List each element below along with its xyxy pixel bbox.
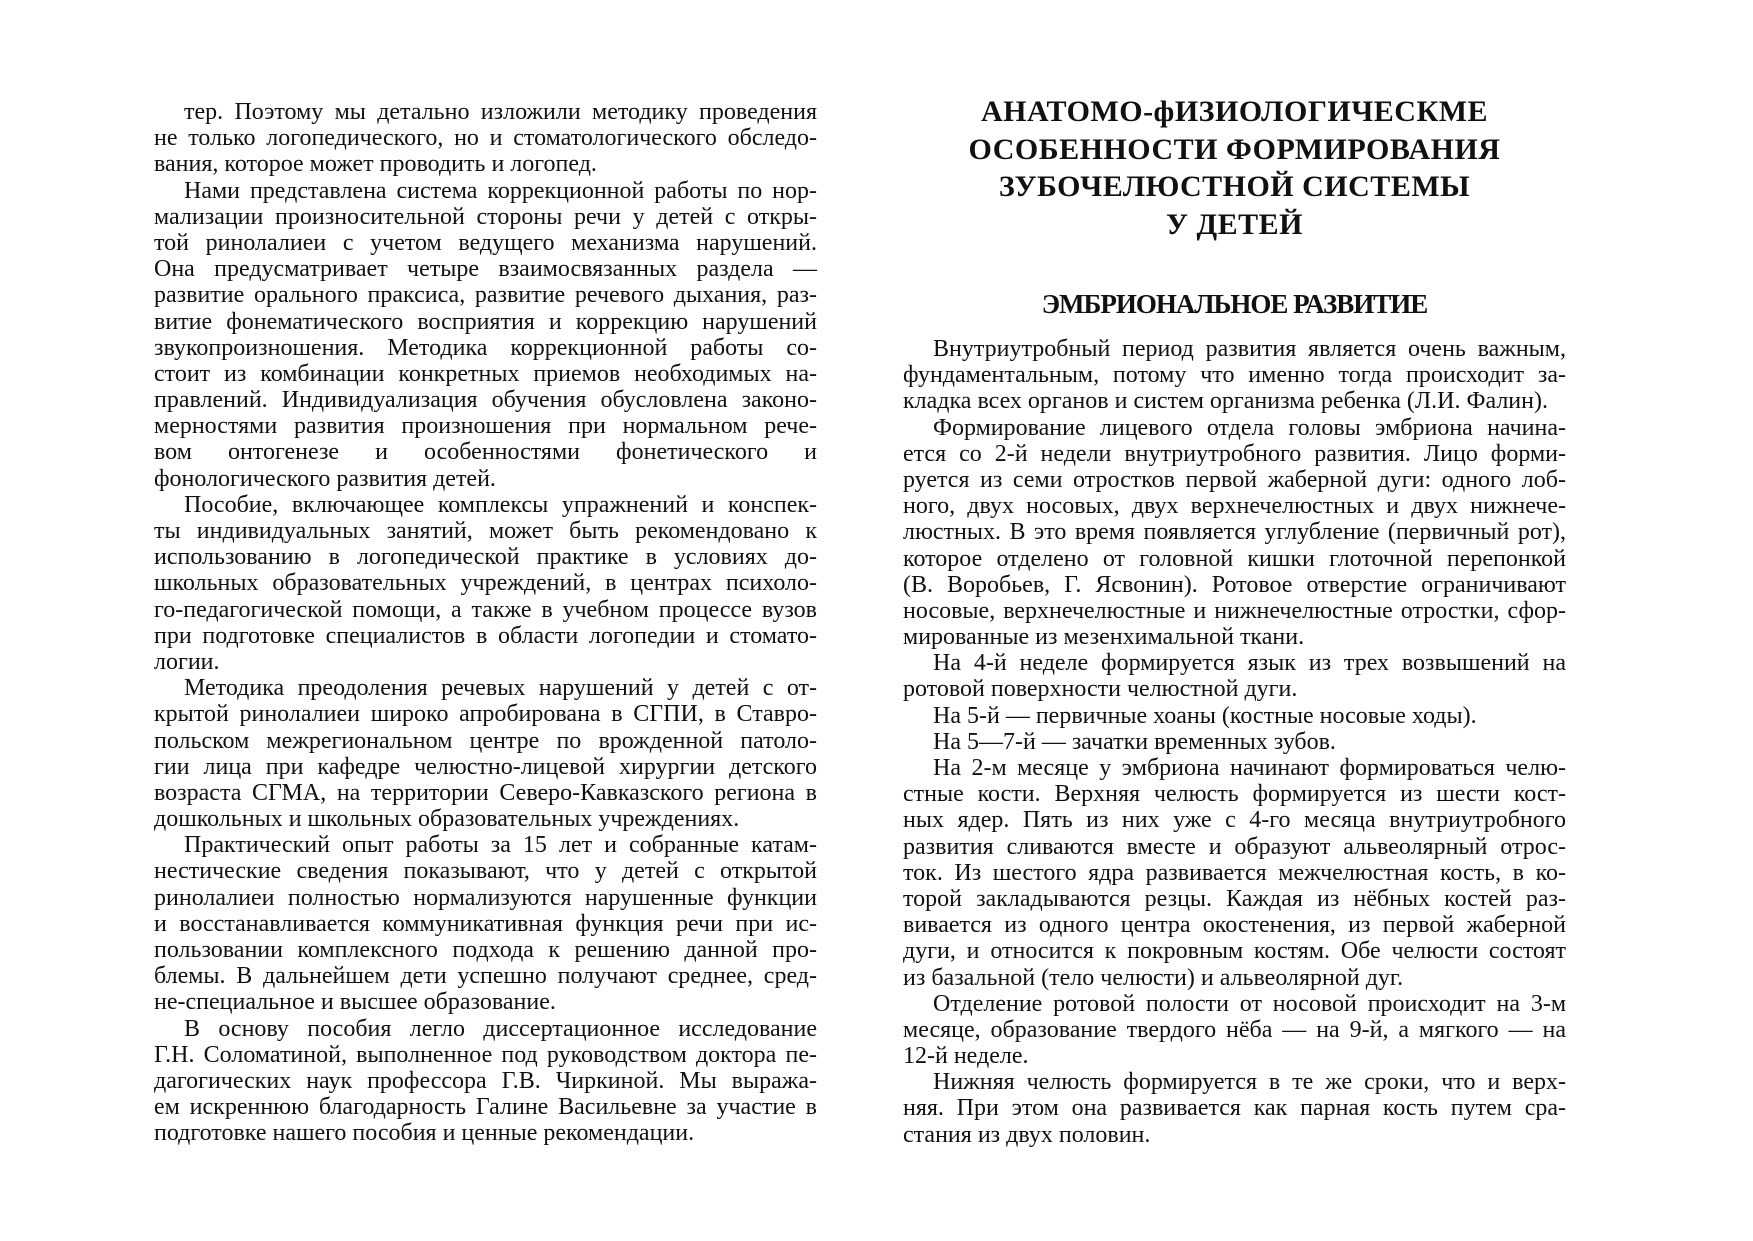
text-line-content: дуги, и относится к покровным костям. Обе челюсти состоят <box>903 938 1566 965</box>
text-line-content: кладка всех органов и систем организма ребенка (Л.И. Фалин). <box>903 388 1548 415</box>
paragraph <box>903 991 1566 1070</box>
text-line-content: ется со 2-й недели внутриутробного развития. Лицо форми- <box>903 440 1566 467</box>
text-line-content: Отделение ротовой полости от носовой происходит на 3-м <box>933 990 1566 1017</box>
text-line <box>154 911 817 937</box>
paragraph <box>154 1016 817 1147</box>
text-line <box>903 650 1566 676</box>
chapter-title-line: ЗУБОЧЕЛЮСТНОЙ СИСТЕМЫ <box>998 170 1471 203</box>
text-line-content: гии лица при кафедре челюстно-лицевой хирургии детского <box>154 753 817 780</box>
text-line-content: ротовой поверхности челюстной дуги. <box>903 676 1298 703</box>
text-line <box>154 1094 817 1120</box>
paragraph <box>903 729 1566 755</box>
section-heading: ЭМБРИОНАЛЬНОЕ РАЗВИТИЕ <box>1041 289 1428 319</box>
text-line-content: ных ядер. Пять из них уже с 4-го месяца внутриутробного <box>903 807 1566 834</box>
text-line <box>154 806 817 832</box>
text-line-content: витие фонематического восприятия и коррекцию нарушений <box>154 308 817 335</box>
text-line <box>154 387 817 413</box>
text-line-content: Нижняя челюсть формируется в те же сроки, что и верх- <box>933 1069 1566 1096</box>
text-line <box>154 492 817 518</box>
text-line-content: го-педагогической помощи, а также в учебном процессе вузов <box>154 596 817 623</box>
text-line <box>154 780 817 806</box>
text-line-content: не-специальное и высшее образование. <box>154 989 556 1016</box>
paragraph <box>903 415 1566 651</box>
text-line <box>903 598 1566 624</box>
chapter-title-line: ОСОБЕННОСТИ ФОРМИРОВАНИЯ <box>968 132 1501 166</box>
text-line-content: вом онтогенезе и особенностями фонетического и <box>154 439 817 466</box>
text-line-content: руется из семи отростков первой жаберной дуги: одного лоб- <box>903 466 1566 493</box>
text-line <box>903 834 1566 860</box>
text-line-content: крытой ринолалиеи широко апробирована в СГПИ, в Ставро- <box>154 701 817 728</box>
text-line <box>154 230 817 256</box>
text-line-content: люстных. В это время появляется углубление (первичный рот), <box>903 519 1566 546</box>
text-line <box>154 728 817 754</box>
text-line <box>154 1042 817 1068</box>
text-line-content: На 2-м месяце у эмбриона начинают формироваться челю- <box>933 755 1566 781</box>
text-line-content: Пособие, включающее комплексы упражнений и конспек- <box>184 491 817 518</box>
text-line <box>154 309 817 335</box>
text-line <box>903 1122 1566 1148</box>
text-line-content: и восстанавливается коммуникативная функция речи при ис- <box>154 910 817 937</box>
text-line <box>154 361 817 387</box>
right-page <box>903 93 1566 1148</box>
text-line-content: тер. Поэтому мы детально изложили методику проведения <box>184 99 817 125</box>
paragraph <box>154 178 817 492</box>
text-line <box>154 675 817 701</box>
text-line-content: возраста СГМА, на территории Северо-Кавказского региона в <box>154 779 817 806</box>
text-line-content: дагогических наук профессора Г.В. Чиркиной. Мы выража- <box>154 1067 817 1094</box>
text-line-content: логии. <box>154 648 220 675</box>
text-line <box>903 467 1566 493</box>
text-line-content: развития сливаются вместе и образуют альвеолярный отрос- <box>903 833 1566 860</box>
text-line <box>154 858 817 884</box>
text-line-content: (В. Воробьев, Г. Ясвонин). Ротовое отверстие ограничивают <box>903 571 1566 598</box>
text-line <box>154 466 817 492</box>
text-line-content: Методика преодоления речевых нарушений у детей с от- <box>184 675 817 702</box>
text-line-content: подготовке нашего пособия и ценные рекомендации. <box>154 1120 695 1147</box>
text-line <box>903 546 1566 572</box>
text-line <box>903 676 1566 702</box>
text-line <box>903 807 1566 833</box>
text-line <box>903 388 1566 414</box>
text-line-content: Нами представлена система коррекционной работы по нор- <box>184 177 817 204</box>
text-line-content: Внутриутробный период развития является очень важным, <box>933 336 1566 362</box>
paragraph <box>154 832 817 1015</box>
text-line <box>154 439 817 465</box>
text-line-content: вивается из одного центра окостенения, из первой жаберной <box>903 912 1566 939</box>
text-line <box>154 597 817 623</box>
text-line-content: месяце, образование твердого нёба — на 9-й, а мягкого — на <box>903 1016 1566 1043</box>
paragraph <box>154 492 817 675</box>
text-line <box>154 335 817 361</box>
text-line-content: На 4-й неделе формируется язык из трех возвышений на <box>933 650 1566 677</box>
paragraph <box>154 675 817 832</box>
text-line-content: блемы. В дальнейшем дети успешно получают среднее, сред- <box>154 963 817 990</box>
text-line <box>903 1069 1566 1095</box>
text-line <box>154 518 817 544</box>
right-page-body <box>903 336 1566 1148</box>
text-line <box>903 729 1566 755</box>
paragraph <box>154 99 817 178</box>
text-line <box>154 885 817 911</box>
text-line <box>903 938 1566 964</box>
text-line <box>903 572 1566 598</box>
text-line <box>903 493 1566 519</box>
text-line-content: стания из двух половин. <box>903 1121 1151 1148</box>
text-line <box>903 362 1566 388</box>
text-line-content: ного, двух носовых, двух верхнечелюстных и двух нижнече- <box>903 493 1566 520</box>
text-line-content: В основу пособия легло диссертационное исследование <box>184 1015 817 1042</box>
text-line <box>154 1120 817 1146</box>
text-line <box>154 649 817 675</box>
text-line <box>154 701 817 727</box>
text-line <box>154 937 817 963</box>
text-line-content: при подготовке специалистов в области логопедии и стомато- <box>154 622 817 649</box>
text-line-content: вания, которое может проводить и логопед. <box>154 151 597 178</box>
paragraph <box>903 336 1566 415</box>
text-line <box>903 886 1566 912</box>
text-line-content: польском межрегиональном центре по врожденной патоло- <box>154 727 817 754</box>
text-line-content: которое отделено от головной кишки глоточной перепонкой <box>903 545 1566 572</box>
text-line <box>903 441 1566 467</box>
text-line <box>154 963 817 989</box>
text-line <box>903 1043 1566 1069</box>
text-line-content: На 5—7-й — зачатки временных зубов. <box>933 728 1336 755</box>
paragraph <box>903 650 1566 702</box>
text-line-content: няя. При этом она развивается как парная кость путем сра- <box>903 1095 1566 1122</box>
text-line <box>903 781 1566 807</box>
text-line-content: На 5-й — первичные хоаны (костные носовые ходы). <box>933 702 1477 729</box>
text-line-content: мализации произносительной стороны речи у детей с откры- <box>154 203 817 230</box>
text-line-content: мерностями развития произношения при нормальном рече- <box>154 413 817 440</box>
chapter-title <box>903 93 1566 243</box>
text-line-content: Формирование лицевого отдела головы эмбриона начина- <box>933 414 1566 441</box>
text-line <box>154 754 817 780</box>
text-line-content: Г.Н. Соломатиной, выполненное под руководством доктора пе- <box>154 1041 817 1068</box>
text-line <box>154 623 817 649</box>
text-line <box>903 519 1566 545</box>
text-line <box>154 204 817 230</box>
text-line <box>903 755 1566 781</box>
text-line <box>154 989 817 1015</box>
text-line <box>154 125 817 151</box>
text-line-content: носовые, верхнечелюстные и нижнечелюстные отростки, сфор- <box>903 597 1566 624</box>
text-line <box>903 336 1566 362</box>
text-line <box>903 415 1566 441</box>
text-line <box>154 178 817 204</box>
text-line <box>903 624 1566 650</box>
text-line <box>903 991 1566 1017</box>
text-line <box>903 703 1566 729</box>
text-line <box>154 544 817 570</box>
text-line-content: использованию в логопедической практике в условиях до- <box>154 544 817 571</box>
chapter-title-line: АНАТОМО-фИЗИОЛОГИЧЕСКМЕ <box>980 95 1489 128</box>
text-line-content: торой закладываются резцы. Каждая из нёбных костей раз- <box>903 885 1566 912</box>
text-line-content: стные кости. Верхняя челюсть формируется из шести кост- <box>903 781 1566 808</box>
text-line <box>154 570 817 596</box>
text-line-content: дошкольных и школьных образовательных учреждениях. <box>154 806 740 833</box>
text-line-content: фундаментальным, потому что именно тогда происходит за- <box>903 362 1566 389</box>
text-line <box>154 99 817 125</box>
text-line-content: Она предусматривает четыре взаимосвязанных раздела — <box>154 256 817 283</box>
text-line-content: фонологического развития детей. <box>154 465 496 492</box>
text-line-content: нестические сведения показывают, что у детей с открытой <box>154 858 817 885</box>
text-line-content: развитие орального праксиса, развитие речевого дыхания, раз- <box>154 282 817 309</box>
text-line <box>154 151 817 177</box>
text-line <box>903 912 1566 938</box>
text-line <box>154 282 817 308</box>
text-line-content: той ринолалиеи с учетом ведущего механизма нарушений. <box>154 229 817 256</box>
text-line-content: ем искреннюю благодарность Галине Васильевне за участие в <box>154 1094 817 1121</box>
paragraph <box>903 1069 1566 1148</box>
text-line <box>903 1095 1566 1121</box>
text-line-content: Практический опыт работы за 15 лет и собранные катам- <box>184 832 817 859</box>
paragraph <box>903 755 1566 991</box>
text-line-content: ты индивидуальных занятий, может быть рекомендовано к <box>154 518 817 544</box>
text-line-content: звукопроизношения. Методика коррекционной работы со- <box>154 334 817 361</box>
text-line-content: 12-й неделе. <box>903 1043 1029 1070</box>
text-line <box>154 1016 817 1042</box>
text-line <box>903 1017 1566 1043</box>
text-line-content: не только логопедического, но и стоматологического обследо- <box>154 125 817 152</box>
text-line <box>154 1068 817 1094</box>
text-line-content: ринолалиеи полностью нормализуются нарушенные функции <box>154 884 817 911</box>
text-line-content: стоит из комбинации конкретных приемов необходимых на- <box>154 360 817 387</box>
text-line <box>903 965 1566 991</box>
paragraph <box>903 703 1566 729</box>
chapter-title-line: У ДЕТЕЙ <box>1165 207 1304 241</box>
text-line-content: ток. Из шестого ядра развивается межчелюстная кость, в ко- <box>903 859 1566 886</box>
text-line-content: школьных образовательных учреждений, в центрах психоло- <box>154 570 817 597</box>
text-line <box>154 256 817 282</box>
text-line <box>154 413 817 439</box>
text-line <box>154 832 817 858</box>
text-line-content: мированные из мезенхимальной ткани. <box>903 624 1305 651</box>
left-page-body <box>154 99 817 1147</box>
text-line-content: из базальной (тело челюсти) и альвеолярной дуг. <box>903 964 1404 991</box>
text-line <box>903 860 1566 886</box>
text-line-content: пользовании комплексного подхода к решению данной про- <box>154 937 817 963</box>
text-line-content: правлений. Индивидуализация обучения обусловлена законо- <box>154 387 817 414</box>
